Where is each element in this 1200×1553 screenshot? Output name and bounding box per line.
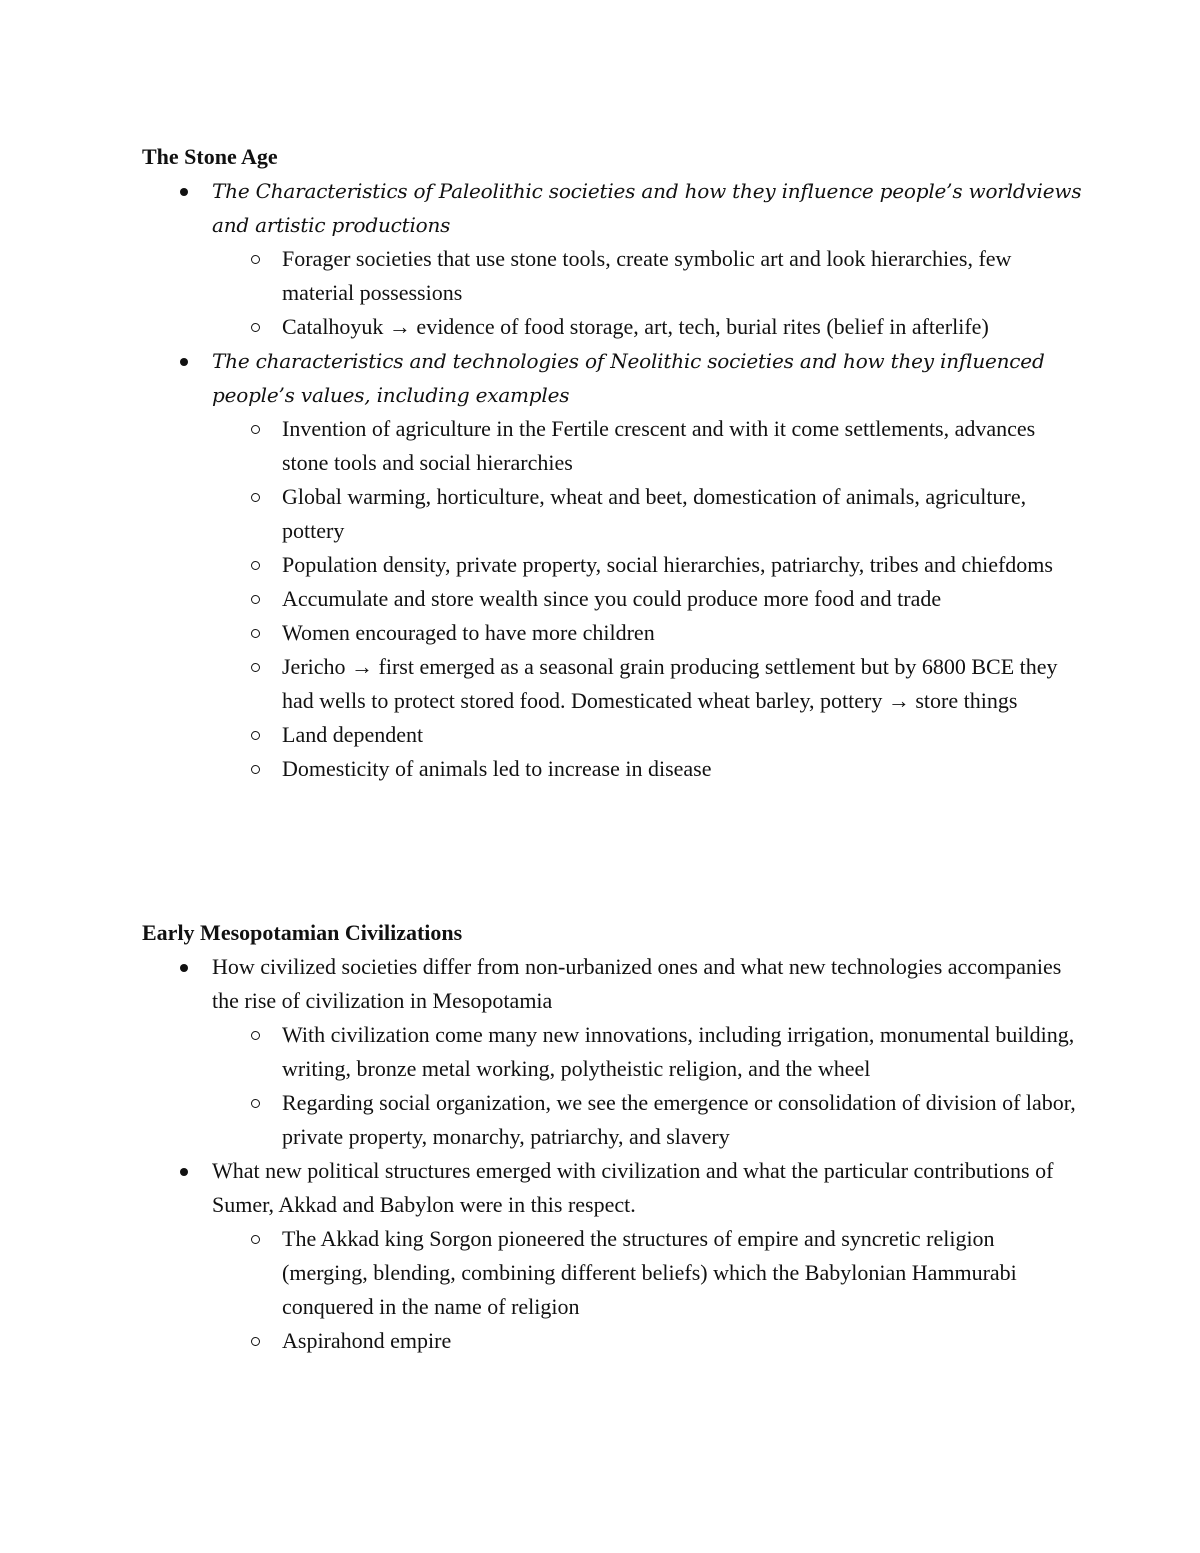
- hollow-bullet-icon: [251, 255, 260, 264]
- hollow-bullet-icon: [251, 595, 260, 604]
- sub-list-item-text: Population density, private property, social hierarchies, patriarchy, tribes and chiefdoms: [282, 552, 1053, 577]
- sub-list-item: [212, 650, 1082, 718]
- sub-list-item: [212, 616, 1082, 650]
- sub-list-item-text: Land dependent: [282, 722, 424, 747]
- hollow-bullet-icon: [251, 765, 260, 774]
- list-item-text: The Characteristics of Paleolithic societies and how they influence people’s worldviews and artistic productions: [212, 179, 1082, 237]
- sub-list-item-text: Women encouraged to have more children: [282, 620, 655, 645]
- sub-list-item: [212, 310, 1082, 344]
- section-mesopotamia: [142, 916, 1082, 1358]
- sub-bullet-list: [212, 1222, 1082, 1358]
- sub-list-item: [212, 242, 1082, 310]
- sub-bullet-list: [212, 242, 1082, 344]
- sub-list-item: [212, 1086, 1082, 1154]
- sub-list-item-text: Forager societies that use stone tools, create symbolic art and look hierarchies, few material possessions: [282, 246, 1012, 305]
- list-item: [142, 174, 1082, 344]
- sub-list-item-text: Accumulate and store wealth since you could produce more food and trade: [282, 586, 942, 611]
- sub-list-item-text: Domesticity of animals led to increase in disease: [282, 756, 712, 781]
- sub-list-item: [212, 480, 1082, 548]
- sub-list-item-text: With civilization come many new innovations, including irrigation, monumental building, writing, bronze metal working, polytheistic religion, and the wheel: [282, 1022, 1075, 1081]
- sub-list-item: [212, 752, 1082, 786]
- sub-bullet-list: [212, 412, 1082, 786]
- list-item-text: What new political structures emerged with civilization and what the particular contributions of Sumer, Akkad and Babylon were in this respect.: [212, 1158, 1054, 1217]
- hollow-bullet-icon: [251, 1099, 260, 1108]
- section-title: Early Mesopotamian Civilizations: [142, 920, 463, 945]
- hollow-bullet-icon: [251, 1235, 260, 1244]
- hollow-bullet-icon: [251, 323, 260, 332]
- list-item-text: How civilized societies differ from non-urbanized ones and what new technologies accompanies the rise of civilization in Mesopotamia: [212, 954, 1062, 1013]
- sub-list-item: [212, 1018, 1082, 1086]
- sub-list-item: [212, 582, 1082, 616]
- hollow-bullet-icon: [251, 493, 260, 502]
- hollow-bullet-icon: [251, 1031, 260, 1040]
- sub-list-item-text: Invention of agriculture in the Fertile crescent and with it come settlements, advances stone tools and social hierarchies: [282, 416, 1036, 475]
- hollow-bullet-icon: [251, 425, 260, 434]
- hollow-bullet-icon: [251, 561, 260, 570]
- list-item: [142, 344, 1082, 786]
- sub-list-item-text: Global warming, horticulture, wheat and beet, domestication of animals, agriculture, pottery: [282, 484, 1027, 543]
- hollow-bullet-icon: [251, 731, 260, 740]
- filled-bullet-icon: [180, 1168, 188, 1176]
- sub-list-item: [212, 1222, 1082, 1324]
- sub-list-item-text: The Akkad king Sorgon pioneered the structures of empire and syncretic religion (merging, blending, combining different beliefs) which the Babylonian Hammurabi conquered in the name of religion: [282, 1226, 1017, 1319]
- sub-list-item-text: Regarding social organization, we see the emergence or consolidation of division of labor, private property, monarchy, patriarchy, and slavery: [282, 1090, 1076, 1149]
- section-title: The Stone Age: [142, 144, 278, 169]
- filled-bullet-icon: [180, 358, 188, 366]
- bullet-list: [142, 174, 1082, 786]
- hollow-bullet-icon: [251, 1337, 260, 1346]
- section-stone-age: [142, 140, 1082, 786]
- hollow-bullet-icon: [251, 629, 260, 638]
- bullet-list: [142, 950, 1082, 1358]
- sub-bullet-list: [212, 1018, 1082, 1154]
- list-item-text: The characteristics and technologies of Neolithic societies and how they influenced people’s values, including examples: [212, 349, 1045, 407]
- hollow-bullet-icon: [251, 663, 260, 672]
- sub-list-item-text: Catalhoyuk → evidence of food storage, art, tech, burial rites (belief in afterlife): [282, 314, 989, 339]
- list-item: [142, 1154, 1082, 1358]
- list-item: [142, 950, 1082, 1154]
- filled-bullet-icon: [180, 188, 188, 196]
- sub-list-item: [212, 548, 1082, 582]
- sub-list-item: [212, 1324, 1082, 1358]
- filled-bullet-icon: [180, 964, 188, 972]
- sub-list-item: [212, 718, 1082, 752]
- sub-list-item: [212, 412, 1082, 480]
- sub-list-item-text: Jericho → first emerged as a seasonal grain producing settlement but by 6800 BCE they had wells to protect stored food. Domesticated wheat barley, pottery → store things: [282, 654, 1058, 713]
- sub-list-item-text: Aspirahond empire: [282, 1328, 452, 1353]
